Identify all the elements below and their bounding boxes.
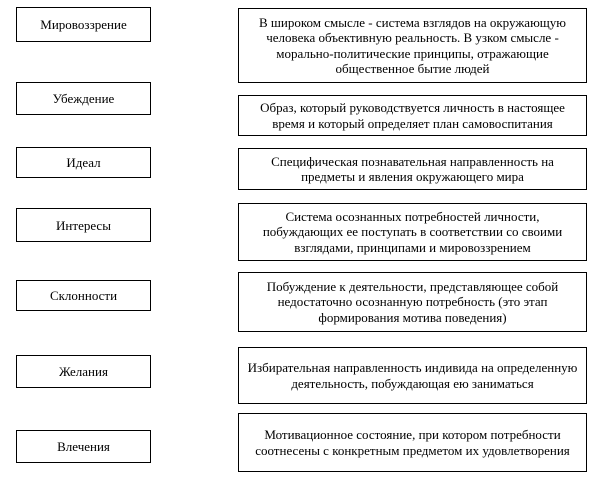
term-box [16, 355, 151, 388]
term-box [16, 208, 151, 242]
term-box [16, 147, 151, 178]
definition-text: Образ, который руководствуется личность в настоящее время и который определяет план самовоспитания [260, 100, 565, 131]
definition-box [238, 272, 587, 332]
term-box [16, 280, 151, 311]
definition-text: Избирательная направленность индивида на определенную деятельность, побуждающая ею заниматься [247, 360, 578, 391]
definition-text: Специфическая познавательная направленность на предметы и явления окружающего мира [271, 153, 554, 184]
definition-box [238, 203, 587, 261]
definition-box [238, 413, 587, 472]
term-box [16, 430, 151, 463]
definition-text: Мотивационное состояние, при котором потребности соотнесены с конкретным предметом их удовлетворения [255, 427, 570, 458]
definition-box [238, 95, 587, 136]
term-label: Влечения [57, 439, 110, 454]
term-label: Интересы [56, 217, 111, 233]
definition-box [238, 347, 587, 404]
term-label: Убеждение [52, 91, 115, 106]
term-label: Желания [59, 364, 108, 379]
definition-text: Побуждение к деятельности, представляющее собой недостаточно осознанную потребность (это этап формирования мотива поведения) [266, 278, 559, 325]
term-box [16, 82, 151, 115]
term-label: Склонности [49, 288, 118, 303]
definition-box [238, 8, 587, 83]
term-label: Мировоззрение [40, 17, 127, 32]
term-label: Идеал [66, 155, 101, 170]
definition-text: В широком смысле - система взглядов на окружающую человека объективную реальность. В узком смысле - морально-политические принципы, отражающие общественное бытие людей [258, 14, 567, 76]
definition-text: Система осознанных потребностей личности, побуждающих ее поступать в соответствии со своими взглядами, принципами и мировоззрением [262, 208, 563, 255]
definition-box [238, 148, 587, 190]
term-box [16, 7, 151, 42]
